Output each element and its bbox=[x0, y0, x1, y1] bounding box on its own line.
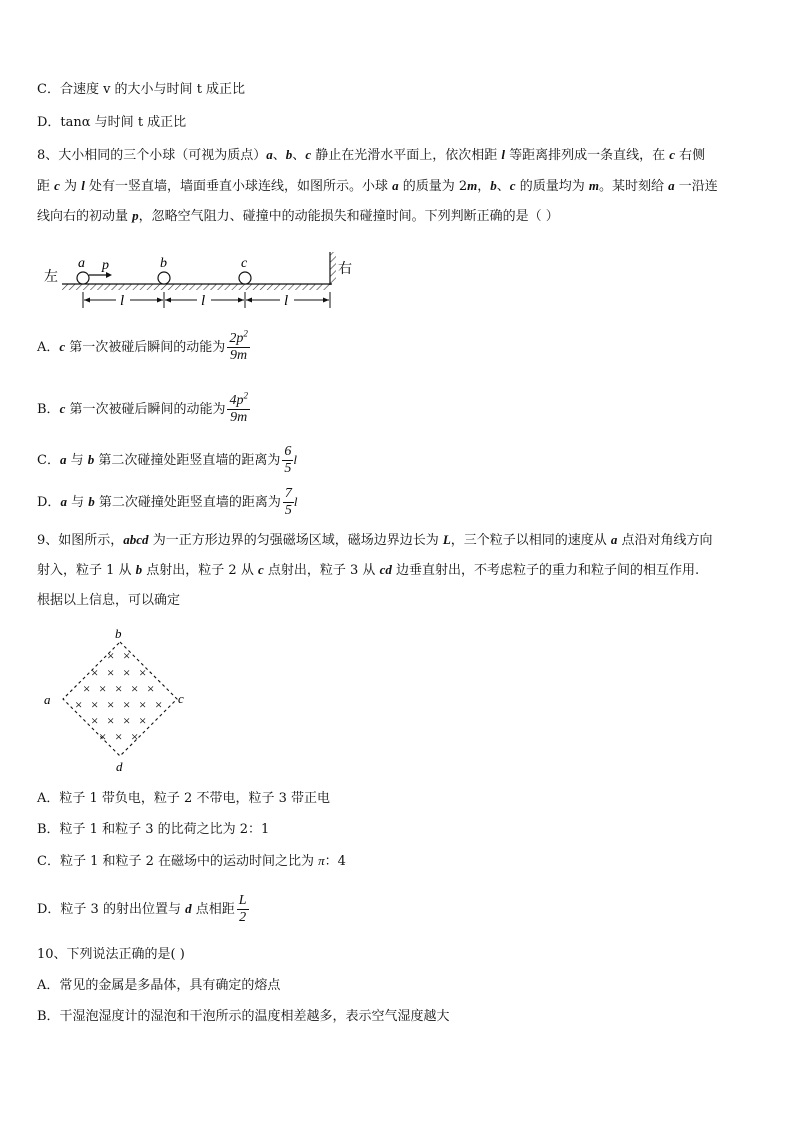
spacing-label-3: l bbox=[284, 293, 289, 309]
svg-text:×: × bbox=[107, 697, 115, 712]
svg-text:×: × bbox=[131, 729, 139, 744]
q7-option-c: C．合速度 v 的大小与时间 t 成正比 bbox=[37, 82, 246, 97]
ball-c-label: c bbox=[241, 256, 248, 271]
q8-option-b: B．c 第一次被碰后瞬间的动能为 $\frac{4p^2}{9m}$ bbox=[37, 390, 248, 425]
q9-option-d-fraction: $\frac{L}{2}$ bbox=[238, 893, 247, 925]
corner-d-label: d bbox=[116, 759, 123, 774]
q8-option-d: D．a 与 b 第二次碰撞处距竖直墙的距离为 $\frac{7}{5}$ l bbox=[37, 486, 298, 518]
q8-option-c: C．a 与 b 第二次碰撞处距竖直墙的距离为 $\frac{6}{5}$ l bbox=[37, 444, 297, 476]
q8-option-a-fraction: $\frac{2p^2}{9m}$ bbox=[229, 328, 248, 363]
q8-stem-line-1: 8、大小相同的三个小球（可视为质点）a、b、c 静止在光滑水平面上，依次相距 l 等距离排列成一条直线，在 c 右侧 bbox=[37, 147, 706, 163]
svg-text:×: × bbox=[155, 697, 163, 712]
svg-text:×: × bbox=[99, 729, 107, 744]
svg-text:×: × bbox=[115, 729, 123, 744]
q8-stem-line-2: 距 c 为 l 处有一竖直墙，墙面垂直小球连线，如图所示。小球 a 的质量为 2m，b、c 的质量均为 m。某时刻给 a 一沿连 bbox=[37, 178, 718, 194]
ball-a bbox=[77, 272, 89, 284]
q7-option-d: D．tanα 与时间 t 成正比 bbox=[37, 115, 187, 130]
q9-option-c: C．粒子 1 和粒子 2 在磁场中的运动时间之比为 π：4 bbox=[37, 853, 346, 869]
q9-option-d: D．粒子 3 的射出位置与 d 点相距 $\frac{L}{2}$ bbox=[37, 893, 247, 925]
q8-option-d-fraction: $\frac{7}{5}$ bbox=[284, 486, 292, 518]
svg-text:×: × bbox=[139, 713, 147, 728]
svg-text:×: × bbox=[91, 697, 99, 712]
ball-c bbox=[239, 272, 251, 284]
q8-option-c-fraction: $\frac{6}{5}$ bbox=[284, 444, 292, 476]
svg-text:×: × bbox=[123, 665, 131, 680]
svg-text:×: × bbox=[107, 665, 115, 680]
svg-text:×: × bbox=[123, 713, 131, 728]
q8-stem-line-3: 线向右的初动量 p，忽略空气阻力、碰撞中的动能损失和碰撞时间。下列判断正确的是（ ） bbox=[37, 208, 559, 224]
corner-c-label: c bbox=[178, 691, 184, 706]
q9-magnetic-field-figure bbox=[40, 626, 190, 774]
q8-option-a: A．c 第一次被碰后瞬间的动能为 $\frac{2p^2}{9m}$ bbox=[37, 328, 248, 363]
left-label: 左 bbox=[44, 270, 58, 285]
q9-option-b: B．粒子 1 和粒子 3 的比荷之比为 2：1 bbox=[37, 822, 270, 837]
svg-text:×: × bbox=[91, 665, 99, 680]
svg-text:×: × bbox=[99, 681, 107, 696]
svg-text:×: × bbox=[123, 697, 131, 712]
ball-b-label: b bbox=[160, 256, 167, 271]
svg-text:×: × bbox=[139, 665, 147, 680]
svg-text:×: × bbox=[147, 681, 155, 696]
ground-hatch bbox=[62, 284, 330, 290]
corner-a-label: a bbox=[44, 692, 51, 707]
ball-a-label: a bbox=[78, 256, 85, 271]
q9-stem-line-3: 根据以上信息，可以确定 bbox=[37, 593, 181, 608]
corner-b-label: b bbox=[115, 626, 122, 641]
spacing-label-2: l bbox=[201, 293, 206, 309]
svg-text:×: × bbox=[91, 713, 99, 728]
q9-option-a: A．粒子 1 带负电，粒子 2 不带电，粒子 3 带正电 bbox=[37, 791, 330, 806]
svg-text:×: × bbox=[115, 681, 123, 696]
q8-ball-wall-figure bbox=[40, 248, 370, 314]
q10-option-a: A．常见的金属是多晶体，具有确定的熔点 bbox=[37, 978, 281, 993]
right-label: 右 bbox=[338, 262, 352, 277]
q10-option-b: B．干湿泡湿度计的湿泡和干泡所示的温度相差越多，表示空气湿度越大 bbox=[37, 1009, 450, 1024]
q9-stem-line-1: 9、如图所示，abcd 为一正方形边界的匀强磁场区域，磁场边界边长为 L，三个粒子以相同的速度从 a 点沿对角线方向 bbox=[37, 532, 713, 548]
ball-b bbox=[158, 272, 170, 284]
spacing-label-1: l bbox=[120, 293, 125, 309]
svg-text:×: × bbox=[75, 697, 83, 712]
q10-stem: 10、下列说法正确的是( ) bbox=[37, 947, 185, 962]
svg-text:×: × bbox=[131, 681, 139, 696]
momentum-label: p bbox=[102, 258, 109, 273]
wall-hatch bbox=[330, 252, 336, 284]
field-crosses bbox=[75, 648, 162, 744]
svg-text:×: × bbox=[139, 697, 147, 712]
svg-text:×: × bbox=[107, 713, 115, 728]
q9-stem-line-2: 射入，粒子 1 从 b 点射出，粒子 2 从 c 点射出，粒子 3 从 cd 边垂直射出，不考虑粒子的重力和粒子间的相互作用. bbox=[37, 562, 700, 578]
svg-text:×: × bbox=[83, 681, 91, 696]
q8-option-b-fraction: $\frac{4p^2}{9m}$ bbox=[229, 390, 248, 425]
svg-text:×: × bbox=[123, 648, 131, 663]
svg-text:×: × bbox=[107, 648, 115, 663]
